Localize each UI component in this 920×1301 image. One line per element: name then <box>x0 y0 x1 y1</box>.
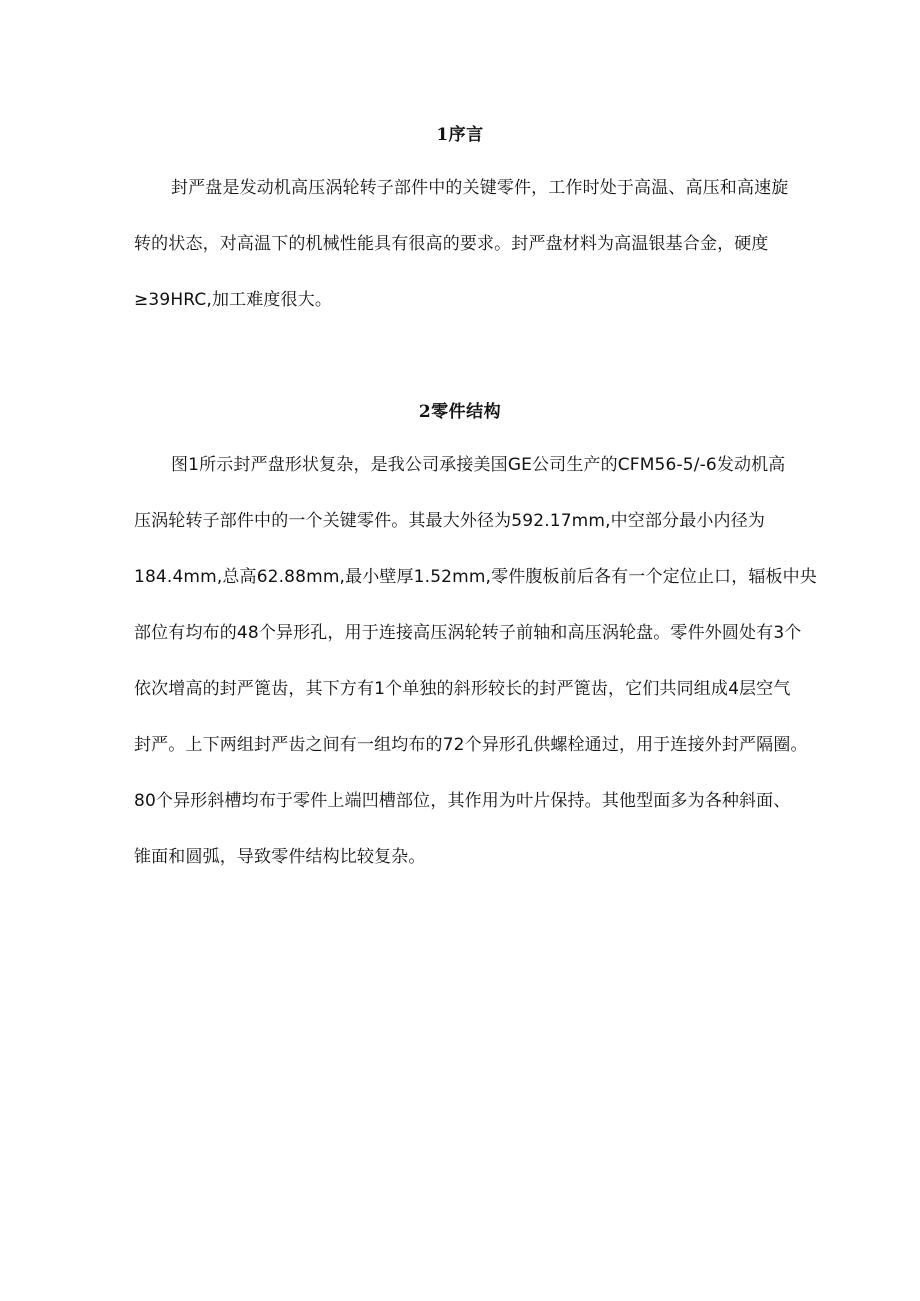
section-1-line-1: 封严盘是发动机高压涡轮转子部件中的关键零件，工作时处于高温、高压和高速旋 <box>171 178 789 198</box>
section-1-heading: 1序言 <box>436 125 484 145</box>
section-1-line-3: ≥39HRC,加工难度很大。 <box>134 290 332 310</box>
section-2-line-2: 压涡轮转子部件中的一个关键零件。其最大外径为592.17mm,中空部分最小内径为 <box>134 511 766 531</box>
section-2-line-3: 184.4mm,总高62.88mm,最小壁厚1.52mm,零件腹板前后各有一个定位止口，辐板中央 <box>134 567 817 587</box>
section-2-line-1: 图1所示封严盘形状复杂，是我公司承接美国GE公司生产的CFM56-5/-6发动机高 <box>171 455 786 475</box>
section-2-heading: 2零件结构 <box>418 402 502 422</box>
section-2-line-4: 部位有均布的48个异形孔，用于连接高压涡轮转子前轴和高压涡轮盘。零件外圆处有3个 <box>134 623 802 643</box>
section-2-line-6: 封严。上下两组封严齿之间有一组均布的72个异形孔供螺栓通过，用于连接外封严隔圈。 <box>134 735 808 755</box>
section-2-line-7: 80个异形斜槽均布于零件上端凹槽部位，其作用为叶片保持。其他型面多为各种斜面、 <box>134 791 791 811</box>
section-1-line-2: 转的状态，对高温下的机械性能具有很高的要求。封严盘材料为高温银基合金，硬度 <box>134 234 769 254</box>
section-2-line-8: 锥面和圆弧，导致零件结构比较复杂。 <box>134 847 426 867</box>
section-2-line-5: 依次增高的封严篦齿，其下方有1个单独的斜形较长的封严篦齿，它们共同组成4层空气 <box>134 679 791 699</box>
